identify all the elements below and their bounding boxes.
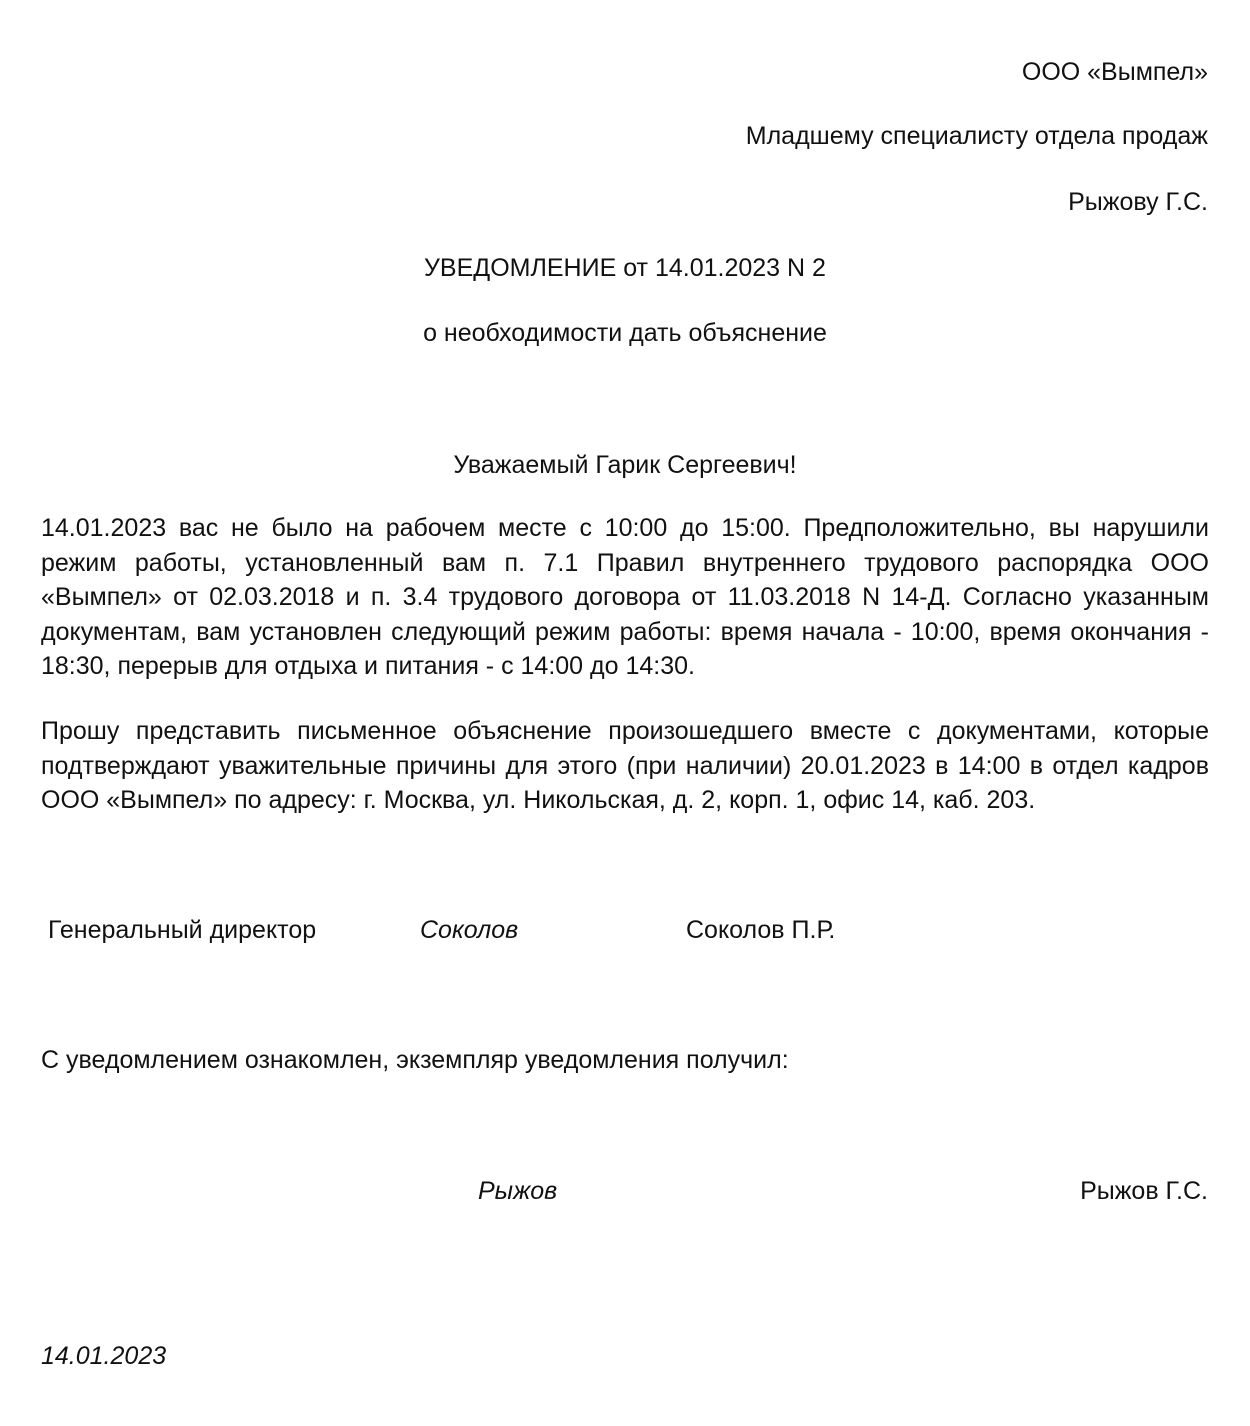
company-name: ООО «Вымпел» xyxy=(1021,58,1208,86)
recipient-name: Рыжову Г.С. xyxy=(1068,188,1208,216)
greeting: Уважаемый Гарик Сергеевич! xyxy=(453,451,797,479)
body-paragraph-1: 14.01.2023 вас не было на рабочем месте с 10:00 до 15:00. Предположительно, вы нарушили режим работы, установленный вам п. 7.1 Правил внутреннего трудового распорядка ООО «Вымпел» от 02.03.2018 и п. 3.4 трудового договора от 11.03.2018 N 14-Д. Согласно указанным документам, вам установлен следующий режим работы: время начала - 10:00, время окончания - 18:30, перерыв для отдыха и питания - с 14:00 до 14:30. xyxy=(41,514,1209,680)
document-subtitle: о необходимости дать объяснение xyxy=(423,319,827,347)
director-name: Соколов П.Р. xyxy=(686,916,836,944)
body-paragraph-2: Прошу представить письменное объяснение произошедшего вместе с документами, которые подтверждают уважительные причины для этого (при наличии) 20.01.2023 в 14:00 в отдел кадров ООО «Вымпел» по адресу: г. Москва, ул. Никольская, д. 2, корп. 1, офис 14, каб. 203. xyxy=(41,717,1209,814)
acknowledgement-text: С уведомлением ознакомлен, экземпляр уведомления получил: xyxy=(41,1046,789,1074)
document-title: УВЕДОМЛЕНИЕ от 14.01.2023 N 2 xyxy=(424,254,826,282)
employee-name: Рыжов Г.С. xyxy=(1080,1177,1208,1205)
director-position: Генеральный директор xyxy=(48,916,317,944)
director-signature: Соколов xyxy=(420,916,519,944)
employee-signature: Рыжов xyxy=(478,1177,558,1205)
document-date: 14.01.2023 xyxy=(41,1342,167,1370)
recipient-position: Младшему специалисту отдела продаж xyxy=(745,122,1208,150)
